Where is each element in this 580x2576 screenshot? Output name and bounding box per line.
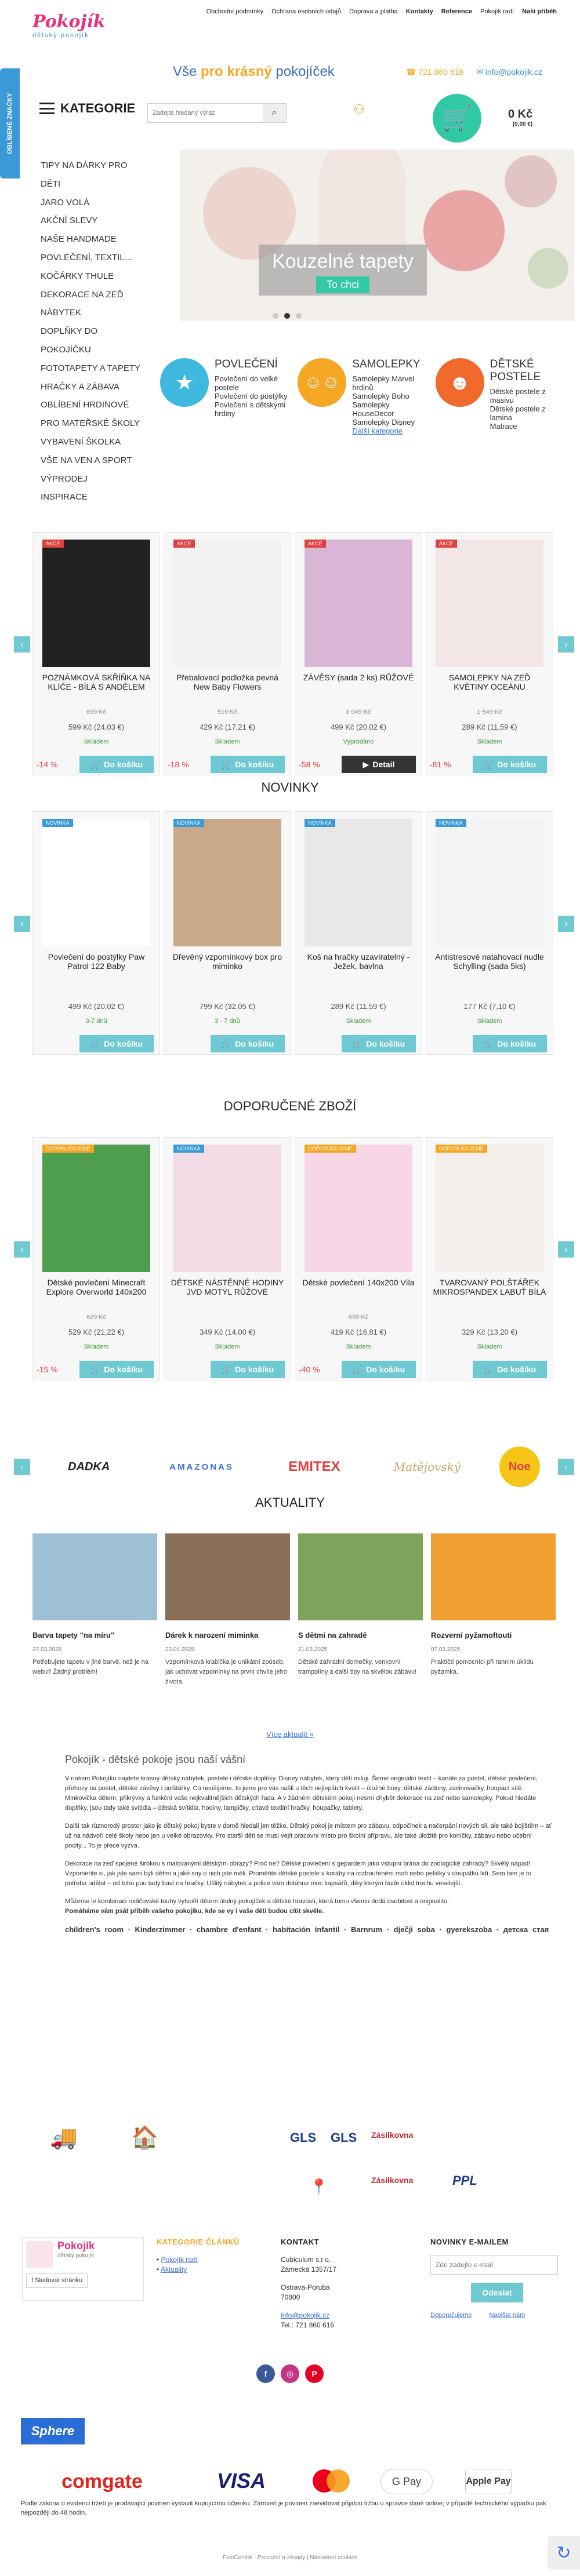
carousel-next-icon[interactable]: ›	[558, 1459, 574, 1475]
topnav-link[interactable]: Naší příběh	[522, 8, 557, 15]
google-pay-logo: G Pay	[380, 2469, 433, 2494]
banner-cta-button[interactable]: To chci	[316, 276, 369, 293]
brands-strip	[20, 1441, 568, 1493]
language-keywords: children's room · Kinderzimmer · chambre d'enfant · habitación infantil · Barnrum · dječji soba · gyerekszoba · детска стая	[65, 1925, 549, 1934]
star-icon: ★	[160, 358, 209, 407]
gls-logo: GLS	[331, 2130, 357, 2145]
product-discount: -81 %	[430, 760, 451, 769]
favorite-brands-tab[interactable]: OBLÍBENÉ ZNAČKY	[0, 68, 20, 178]
zasilkovna-logo: Zásilkovna	[371, 2176, 414, 2185]
product-price: 799 Kč (32,05 €)	[199, 1002, 256, 1011]
cart-total: 0 Kč	[508, 108, 533, 121]
sidebar-item[interactable]: DOPLŇKY DO	[41, 326, 98, 337]
banner-title: Kouzelné tapety	[272, 250, 414, 272]
highlight-link[interactable]: Dětské postele z lamina	[490, 405, 546, 422]
store-icon: 🏠	[131, 2126, 159, 2150]
product-badge: NOVINKA	[173, 1145, 204, 1153]
news-date: 27.03.2025	[32, 1646, 62, 1653]
topnav-link[interactable]: Pokojík radí	[480, 8, 514, 15]
services-row	[46, 2115, 522, 2208]
product-list	[32, 1137, 556, 1380]
product-availability: Skladem	[477, 1018, 502, 1025]
product-availability: Skladem	[346, 1343, 371, 1350]
add-to-cart-button[interactable]: 🛒 Do košíku	[211, 756, 285, 773]
add-to-cart-button[interactable]: 🛒 Do košíku	[79, 756, 154, 773]
product-price: 499 Kč (20,02 €)	[68, 1002, 125, 1011]
product-availability: Skladem	[215, 738, 240, 745]
smile-icon: ☻	[436, 358, 484, 407]
product-old-price: 699 Kč	[348, 1314, 369, 1321]
product-card[interactable]	[32, 532, 160, 775]
footer-heading: NOVINKY E-MAILEM	[430, 2238, 509, 2246]
product-badge: AKCE	[436, 540, 457, 548]
sidebar-item[interactable]: VÝPRODEJ	[41, 473, 88, 484]
fb-follow-label: Sledovat stránku	[35, 2277, 83, 2284]
category-highlights	[160, 358, 566, 435]
product-card[interactable]	[32, 811, 160, 1055]
section-title-new: NOVINKY	[261, 780, 319, 795]
topnav-link[interactable]: Reference	[441, 8, 472, 15]
sidebar-item[interactable]: KOČÁRKY THULE	[41, 271, 114, 281]
banner-caption	[259, 245, 427, 296]
page-avatar	[26, 2241, 53, 2268]
news-post[interactable]	[165, 1533, 290, 1687]
footer-contact	[281, 2237, 385, 2330]
product-badge: DOPORUČUJEME	[304, 1145, 356, 1153]
product-discount: -58 %	[299, 760, 320, 769]
product-card[interactable]	[426, 811, 553, 1055]
news-image[interactable]	[165, 1533, 290, 1620]
product-price: 289 Kč (11,59 €)	[462, 723, 517, 731]
product-name[interactable]: ZÁVĚSY (sada 2 ks) RŮŽOVÉ	[303, 673, 414, 682]
zasilkovna-logo: Zásilkovna	[371, 2130, 414, 2140]
product-image[interactable]	[173, 1145, 281, 1272]
product-price: 177 Kč (7,10 €)	[463, 1002, 516, 1011]
search-icon[interactable]: ⌕	[263, 104, 286, 122]
product-badge: DOPORUČUJEME	[436, 1145, 487, 1153]
product-card[interactable]	[164, 1137, 291, 1380]
product-image[interactable]	[42, 1145, 150, 1272]
sidebar-item[interactable]: JARO VOLÁ	[41, 197, 90, 207]
product-list	[32, 811, 556, 1055]
news-post[interactable]	[298, 1533, 423, 1687]
fb-page-sub: dětský pokojík	[57, 2253, 95, 2259]
news-title[interactable]: Barva tapety "na míru"	[32, 1631, 114, 1639]
topnav-link[interactable]: Obchodní podmínky	[206, 8, 264, 15]
sidebar-item[interactable]: POVLEČENÍ, TEXTIL...	[41, 252, 132, 263]
product-old-price: 699 Kč	[86, 709, 107, 716]
contact-link[interactable]: Napište nám	[489, 2312, 525, 2319]
news-date: 23.04.2025	[165, 1646, 195, 1653]
sidebar-item[interactable]: PRO MATEŘSKÉ ŠKOLY	[41, 418, 140, 429]
news-excerpt: Potřebujete tapetu v jiné barvě, než je na webu? Žádný problém!	[32, 1659, 148, 1675]
product-old-price: 1 549 Kč	[477, 709, 502, 716]
detail-button[interactable]: ▶ Detail	[342, 756, 416, 773]
sidebar-item[interactable]: TIPY NA DÁRKY PRO	[41, 161, 128, 170]
brand-logo[interactable]: Matějovský	[393, 1460, 461, 1474]
product-name[interactable]: Dřevěný vzpomínkový box pro miminko	[172, 952, 282, 971]
product-price: 529 Kč (21,22 €)	[68, 1328, 125, 1336]
pickup-point-icon: 📍	[309, 2177, 329, 2195]
product-name[interactable]: Dětské povlečení 140x200 Víla	[302, 1278, 415, 1287]
carousel-prev-icon[interactable]: ‹	[14, 1459, 30, 1475]
phone-link[interactable]: ☎ 721 860 616	[406, 67, 464, 76]
highlight-link[interactable]: Samolepky HouseDecor	[352, 400, 394, 418]
product-availability: Vyprodáno	[343, 738, 374, 745]
product-image[interactable]	[304, 819, 412, 946]
news-image[interactable]	[32, 1533, 157, 1620]
more-news-link[interactable]: Více aktualit »	[266, 1730, 314, 1739]
about-tagline: Pomáháme vám psát příběh vašeho pokojíku, kde se vy i vaše děti budou cítit skvěle.	[65, 1908, 324, 1915]
about-title: Pokojík - dětské pokoje jsou naší vášní	[65, 1754, 246, 1765]
add-to-cart-button[interactable]: 🛒 Do košíku	[473, 756, 547, 773]
product-price: 429 Kč (17,21 €)	[199, 723, 256, 731]
product-image[interactable]	[436, 1145, 543, 1272]
button-label: Detail	[372, 760, 395, 769]
gls-logo: GLS	[290, 2130, 317, 2145]
product-image[interactable]	[173, 540, 281, 667]
product-card[interactable]	[164, 811, 291, 1055]
product-price: 289 Kč (11,59 €)	[331, 1002, 386, 1011]
product-card[interactable]	[295, 811, 422, 1055]
logo-subtitle: dětský pokojík	[32, 32, 89, 39]
highlight-link[interactable]: Povlečení do postýlky	[215, 392, 288, 400]
footer-heading: KATEGORIE ČLÁNKŮ	[157, 2238, 240, 2246]
privacy-link[interactable]: Doporučujeme	[430, 2312, 472, 2319]
product-badge: AKCE	[173, 540, 195, 548]
fb-follow-button[interactable]: f Sledovat stránku	[26, 2273, 88, 2288]
news-image[interactable]	[431, 1533, 556, 1620]
highlight-link[interactable]: Samolepky Marvel hrdinů	[352, 374, 415, 392]
banner-dot[interactable]	[273, 313, 278, 319]
section-title-news: AKTUALITY	[255, 1495, 325, 1510]
product-card[interactable]	[295, 1137, 422, 1380]
topnav-link[interactable]: Kontakty	[405, 8, 433, 15]
highlight-link[interactable]: Dětské postele z masivu	[490, 387, 546, 405]
product-price: 349 Kč (14,00 €)	[199, 1328, 256, 1336]
pinterest-icon[interactable]: P	[305, 2364, 324, 2383]
about-paragraph: Další tak různorodý prostor jako je dětský pokoj byste v domě hledali jen těžko. Dětský pokoj je místem pro zábavu, odpočinek a načerpání nových sil, ale také bojištěm – ať už na nádvoří celé školy nebo jen u velké obrazovky. Pro starší děti se musí vejít pracovní místo pro školní přípravu, ale také úložitě pro koníčky, zábavu nebo učební pocity... To je přece výzva.	[65, 1823, 552, 1849]
product-old-price: 629 Kč	[86, 1314, 107, 1321]
fb-page-name: Pokojík	[57, 2240, 95, 2251]
product-price: 599 Kč (24,03 €)	[68, 723, 125, 731]
highlight-link[interactable]: Samolepky Boho	[352, 392, 409, 400]
header-contact	[406, 67, 542, 77]
button-label: Do košíku	[104, 760, 143, 769]
product-name[interactable]: TVAROVANÝ POLŠTÁŘEK MIKROSPANDEX LABUŤ BÍLÁ	[433, 1278, 546, 1296]
product-badge: AKCE	[304, 540, 326, 548]
add-to-cart-button[interactable]: 🛒 Do košíku	[342, 1035, 416, 1052]
product-price: 419 Kč (16,81 €)	[330, 1328, 387, 1336]
news-post[interactable]	[32, 1533, 157, 1687]
footer-bottom-links[interactable]: FastCentrik · Provozní a zásady | Nastavení cookies	[222, 2555, 358, 2561]
button-label: Do košíku	[235, 760, 274, 769]
category-menu-toggle[interactable]	[39, 101, 135, 116]
add-to-cart-button[interactable]: 🛒 Do košíku	[79, 1361, 154, 1378]
product-card[interactable]	[295, 532, 422, 775]
cart-total-eur: (0,00 €)	[512, 121, 533, 127]
tagline-pre: Vše	[173, 64, 201, 79]
highlight-beds[interactable]	[436, 358, 566, 435]
sidebar-item[interactable]: VYBAVENÍ ŠKOLKA	[41, 436, 121, 447]
product-image[interactable]	[42, 819, 150, 946]
topnav-link[interactable]: Ochrana osobních údajů	[271, 8, 341, 15]
facebook-icon[interactable]: f	[256, 2364, 275, 2383]
product-discount: -14 %	[37, 760, 58, 769]
recaptcha-icon[interactable]: ↻	[548, 2536, 580, 2570]
carousel-prev-icon[interactable]: ‹	[14, 1241, 30, 1258]
contact-email-link[interactable]: info@pokojik.cz	[281, 2311, 330, 2319]
product-name[interactable]: Dětské povlečení Minecraft Explore Overworld 140x200	[46, 1278, 147, 1296]
product-availability: Skladem	[477, 738, 502, 745]
about-paragraph: V našem Pokojíku najdete krásný dětský nábytek, postele i dětské doplňky. Disney nábytek, který dětí miluji. Šeme originální textil – kanále za postel, dětské povlečení, přehozy na postel, dětské závěsy i polštářky. Co neušijeme, to jsme pro vás našli u těch nejlepších kvalit – úložné boxy, dětské záclony, zavinovačky, houpací sítě. Minkovička dětem, přikrývky a funkční vaše nejkvalitnějších dětských řada. A v žádném dětském pokoji nesmí chybět dekorace na zeď nebo samolepky. Pokud hledáte doplňky, jsou tady také svítidla – dětská svítidla, hodiny, lampičky, cítavé textilní hračky, houpačky, tablety.	[65, 1775, 538, 1812]
email-address: info@pokojik.cz	[485, 67, 543, 76]
product-availability: Skladem	[477, 1343, 502, 1350]
sidebar-item[interactable]: FOTOTAPETY A TAPETY	[41, 363, 140, 373]
product-availability: 3 - 7 dnů	[215, 1018, 240, 1025]
tagline-post: pokojíček	[271, 64, 335, 79]
product-image[interactable]	[173, 819, 281, 946]
footer-link[interactable]: Aktuality	[160, 2265, 187, 2273]
product-discount: -18 %	[168, 760, 189, 769]
button-label: Do košíku	[497, 1365, 536, 1374]
category-sidebar	[41, 156, 180, 507]
button-label: Do košíku	[497, 1039, 536, 1048]
category-label: KATEGORIE	[60, 101, 136, 115]
search-box	[147, 103, 287, 123]
sphere-logo: Sphere	[21, 2418, 85, 2444]
sidebar-item[interactable]: DEKORACE NA ZEĎ	[41, 289, 124, 300]
product-name[interactable]: Koš na hračky uzavíratelný - Ježek, bavlna	[307, 952, 410, 971]
product-image[interactable]	[304, 1145, 412, 1272]
button-label: Do košíku	[497, 760, 536, 769]
sidebar-item[interactable]: NÁBYTEK	[41, 308, 82, 318]
product-badge: NOVINKA	[42, 819, 73, 827]
sidebar-item[interactable]: POKOJÍČKU	[41, 344, 91, 355]
news-post[interactable]	[431, 1533, 556, 1687]
product-card[interactable]	[164, 532, 291, 775]
news-date: 07.03.2025	[431, 1646, 461, 1653]
product-availability: Skladem	[215, 1343, 240, 1350]
ppl-logo: PPL	[452, 2173, 477, 2188]
topnav-link[interactable]: Doprava a platba	[349, 8, 398, 15]
sidebar-item[interactable]: HRAČKY A ZÁBAVA	[41, 381, 119, 392]
main-nav-row	[32, 97, 554, 130]
product-availability: Skladem	[84, 1343, 109, 1350]
news-date: 21.03.2025	[298, 1646, 328, 1653]
recommended-products-carousel	[20, 1137, 568, 1380]
phone-number: 721 860 616	[418, 67, 464, 76]
product-name[interactable]: Antistresové natahovací nudle Schylling (sada 5ks)	[435, 952, 544, 971]
about-paragraph: Dekorace na zeď spojené širokou s malovanými dětskými obrazy? Proč ne? Dětské povlečení s gepardem jako vstupní brána do zoologické zahrady? Skvělý nápad! Vzpomeňte si, jak jste sami byli dětmi a jaké sny o nich jste měli. Proměňte dětské postele v koráby na rozbouřeném moři nebo pelíšky v doupátku lidí. Sem tam je to potřeba udělat – od toho pou tady baví na hračky. Ušlitý nábytek a police vám dotáhne moc kapsářů, díky kterým bude úklid trochu veselejší.	[65, 1860, 531, 1887]
product-badge: NOVINKA	[436, 819, 466, 827]
news-image[interactable]	[298, 1533, 423, 1620]
button-label: Do košíku	[366, 1365, 405, 1374]
news-excerpt: Praktičtí pomocníci při rannim úklidu pyžamka.	[431, 1659, 534, 1675]
add-to-cart-button[interactable]: 🛒 Do košíku	[342, 1361, 416, 1378]
add-to-cart-button[interactable]: 🛒 Do košíku	[211, 1035, 285, 1052]
product-badge: DOPORUČUJEME	[42, 1145, 94, 1153]
brand-logo[interactable]: EMITEX	[288, 1459, 340, 1474]
new-products-carousel	[20, 811, 568, 1055]
delivery-truck-icon: 🚚	[50, 2126, 78, 2150]
email-link[interactable]: ✉ info@pokojik.cz	[476, 67, 543, 76]
product-badge: NOVINKA	[304, 819, 335, 827]
product-image[interactable]	[436, 540, 543, 667]
mastercard-logo	[305, 2466, 357, 2495]
highlight-title: SAMOLEPKY	[352, 358, 420, 370]
facebook-widget[interactable]	[22, 2237, 144, 2301]
contact-line: Zámecká 1357/17	[281, 2265, 337, 2273]
add-to-cart-button[interactable]: 🛒 Do košíku	[79, 1035, 154, 1052]
news-list	[32, 1533, 556, 1687]
banner-pagination	[273, 313, 302, 319]
add-to-cart-button[interactable]: 🛒 Do košíku	[473, 1035, 547, 1052]
hamburger-icon	[39, 103, 55, 114]
site-logo[interactable]	[32, 12, 148, 58]
product-discount: -40 %	[299, 1365, 320, 1374]
product-availability: 3-7 dnů	[85, 1018, 107, 1025]
carousel-next-icon[interactable]: ›	[558, 636, 574, 653]
product-old-price: 1 049 Kč	[346, 709, 371, 716]
add-to-cart-button[interactable]: 🛒 Do košíku	[473, 1361, 547, 1378]
product-card[interactable]	[426, 1137, 553, 1380]
highlight-more-link[interactable]: Další kategorie	[352, 427, 403, 435]
news-excerpt: Vzpomínková krabička je unikátní způsob, jak uchovat vzpomínky na první chvíle jeho života.	[165, 1659, 287, 1685]
highlight-bedding[interactable]	[160, 358, 291, 435]
product-name[interactable]: Přebalovací podložka pevná New Baby Flowers	[176, 673, 278, 691]
product-name[interactable]: Povlečení do postýlky Paw Patrol 122 Baby	[48, 952, 145, 971]
carousel-prev-icon[interactable]: ‹	[14, 916, 30, 932]
product-image[interactable]	[436, 819, 543, 946]
button-label: Do košíku	[235, 1039, 274, 1048]
footer-link[interactable]: Pokojík radí	[161, 2256, 198, 2264]
tagline-highlight: pro krásný	[201, 64, 272, 79]
product-badge: AKCE	[42, 540, 64, 548]
newsletter-email-input[interactable]	[430, 2255, 558, 2275]
payment-methods	[21, 2418, 566, 2505]
product-list	[32, 532, 556, 775]
banner-dot-active[interactable]	[284, 313, 290, 319]
product-name[interactable]: SAMOLEPKY NA ZEĎ KVĚTINY OCEÁNU	[448, 673, 531, 691]
brand-logo[interactable]: AMAZONAS	[169, 1462, 234, 1472]
footer-newsletter	[430, 2237, 558, 2320]
footer-articles: KATEGORIE ČLÁNKŮ • Pokojík radí • Aktuality	[157, 2237, 255, 2275]
instagram-icon[interactable]: ◎	[281, 2364, 299, 2383]
apple-pay-logo: Apple Pay	[465, 2469, 512, 2494]
product-name[interactable]: DĚTSKÉ NÁSTĚNNÉ HODINY JVD MOTÝL RŮŽOVÉ	[171, 1278, 284, 1296]
add-to-cart-button[interactable]: 🛒 Do košíku	[211, 1361, 285, 1378]
user-account-icon[interactable]: ⚇	[353, 102, 365, 116]
newsletter-submit-button[interactable]: Odeslat	[471, 2283, 523, 2302]
top-nav-list	[186, 8, 557, 23]
sidebar-item[interactable]: NAŠE HANDMADE	[41, 234, 117, 245]
button-label: Do košíku	[104, 1365, 143, 1374]
social-links	[0, 2364, 580, 2383]
sidebar-item[interactable]: VŠE NA VEN A SPORT	[41, 455, 132, 465]
sidebar-item[interactable]: OBLÍBENÍ HRDINOVÉ	[41, 400, 129, 410]
product-price: 329 Kč (13,20 €)	[461, 1328, 518, 1336]
product-image[interactable]	[304, 540, 412, 667]
button-label: Do košíku	[366, 1039, 405, 1048]
highlight-title: DĚTSKÉ POSTELE	[490, 358, 541, 383]
section-title-recommended: DOPORUČENÉ ZBOŽÍ	[223, 1099, 357, 1113]
highlight-link[interactable]: Povlečení do velké postele	[215, 374, 278, 392]
sidebar-item[interactable]: DĚTI	[41, 178, 61, 189]
product-card[interactable]	[426, 532, 553, 775]
cart-summary[interactable]	[508, 108, 532, 127]
family-icon: ☺☺	[298, 358, 346, 407]
about-section	[65, 1755, 552, 1934]
visa-logo: VISA	[216, 2469, 266, 2493]
sidebar-item[interactable]: AKČNÍ SLEVY	[41, 216, 98, 226]
highlight-title: POVLEČENÍ	[215, 358, 278, 370]
carousel-next-icon[interactable]: ›	[558, 916, 574, 932]
carousel-next-icon[interactable]: ›	[558, 1241, 574, 1258]
cart-icon[interactable]: 🛒	[433, 94, 481, 143]
contact-phone[interactable]: Tel.: 721 860 616	[281, 2321, 335, 2329]
highlight-link[interactable]: Matrace	[490, 422, 517, 431]
search-input[interactable]	[148, 104, 263, 122]
contact-line: Cubiculum s.r.o.	[281, 2256, 331, 2264]
highlight-link[interactable]: Samolepky Disney	[352, 418, 415, 427]
brand-logo[interactable]: DADKA	[68, 1460, 110, 1473]
tagline	[173, 64, 335, 80]
product-card[interactable]	[32, 1137, 160, 1380]
product-name[interactable]: POZNÁMKOVÁ SKŘÍŇKA NA KLÍČE - BÍLÁ S ANDĚLEM	[42, 673, 151, 691]
comgate-logo: comgate	[61, 2470, 143, 2493]
about-paragraph: Můžeme le kombinaci rodičovské touhy vytvořit dětem útulný pokojíček a dětské hravosti, která tomu všemu dodá osobitost a originalitu.	[65, 1898, 449, 1905]
footer-heading: KONTAKT	[281, 2238, 320, 2246]
product-old-price: 519 Kč	[217, 709, 238, 716]
product-badge: NOVINKA	[173, 819, 204, 827]
product-availability: Skladem	[84, 738, 109, 745]
banner-dot[interactable]	[296, 313, 302, 319]
product-availability: Skladem	[346, 1018, 371, 1025]
sidebar-item[interactable]: INSPIRACE	[41, 492, 88, 502]
news-title[interactable]: S dětmi na zahradě	[298, 1631, 367, 1639]
hero-banner[interactable]	[180, 150, 574, 321]
legal-disclaimer: Podle zákona o evidenci tržeb je prodávající povinen vystavit kupujícímu účtenku. Zároveň je povinen zaevidovat přijatou tržbu u správce daně online; v případě technického výpadku pak nejpozději do 48 hodin.	[21, 2500, 546, 2516]
news-excerpt: Dětské zahradní domečky, venkovní trampolíny a další tipy na skvělou zábavu!	[298, 1659, 417, 1675]
news-title[interactable]: Dárek k narození miminka	[165, 1631, 259, 1639]
product-image[interactable]	[42, 540, 150, 667]
button-label: Do košíku	[235, 1365, 274, 1374]
sale-products-carousel	[20, 532, 568, 775]
product-discount: -15 %	[37, 1365, 58, 1374]
highlight-link[interactable]: Povlečení s dětskými hrdiny	[215, 400, 286, 418]
product-price: 499 Kč (20,02 €)	[330, 723, 387, 731]
news-title[interactable]: Rozverní pyžamoftouti	[431, 1631, 512, 1639]
carousel-prev-icon[interactable]: ‹	[14, 636, 30, 653]
highlight-stickers[interactable]	[298, 358, 428, 435]
contact-line: 70800	[281, 2293, 300, 2301]
logo-text: Pokojík	[32, 12, 106, 32]
contact-line: Ostrava-Poruba	[281, 2283, 330, 2291]
button-label: Do košíku	[104, 1039, 143, 1048]
brand-logo[interactable]: Noe	[499, 1447, 540, 1487]
